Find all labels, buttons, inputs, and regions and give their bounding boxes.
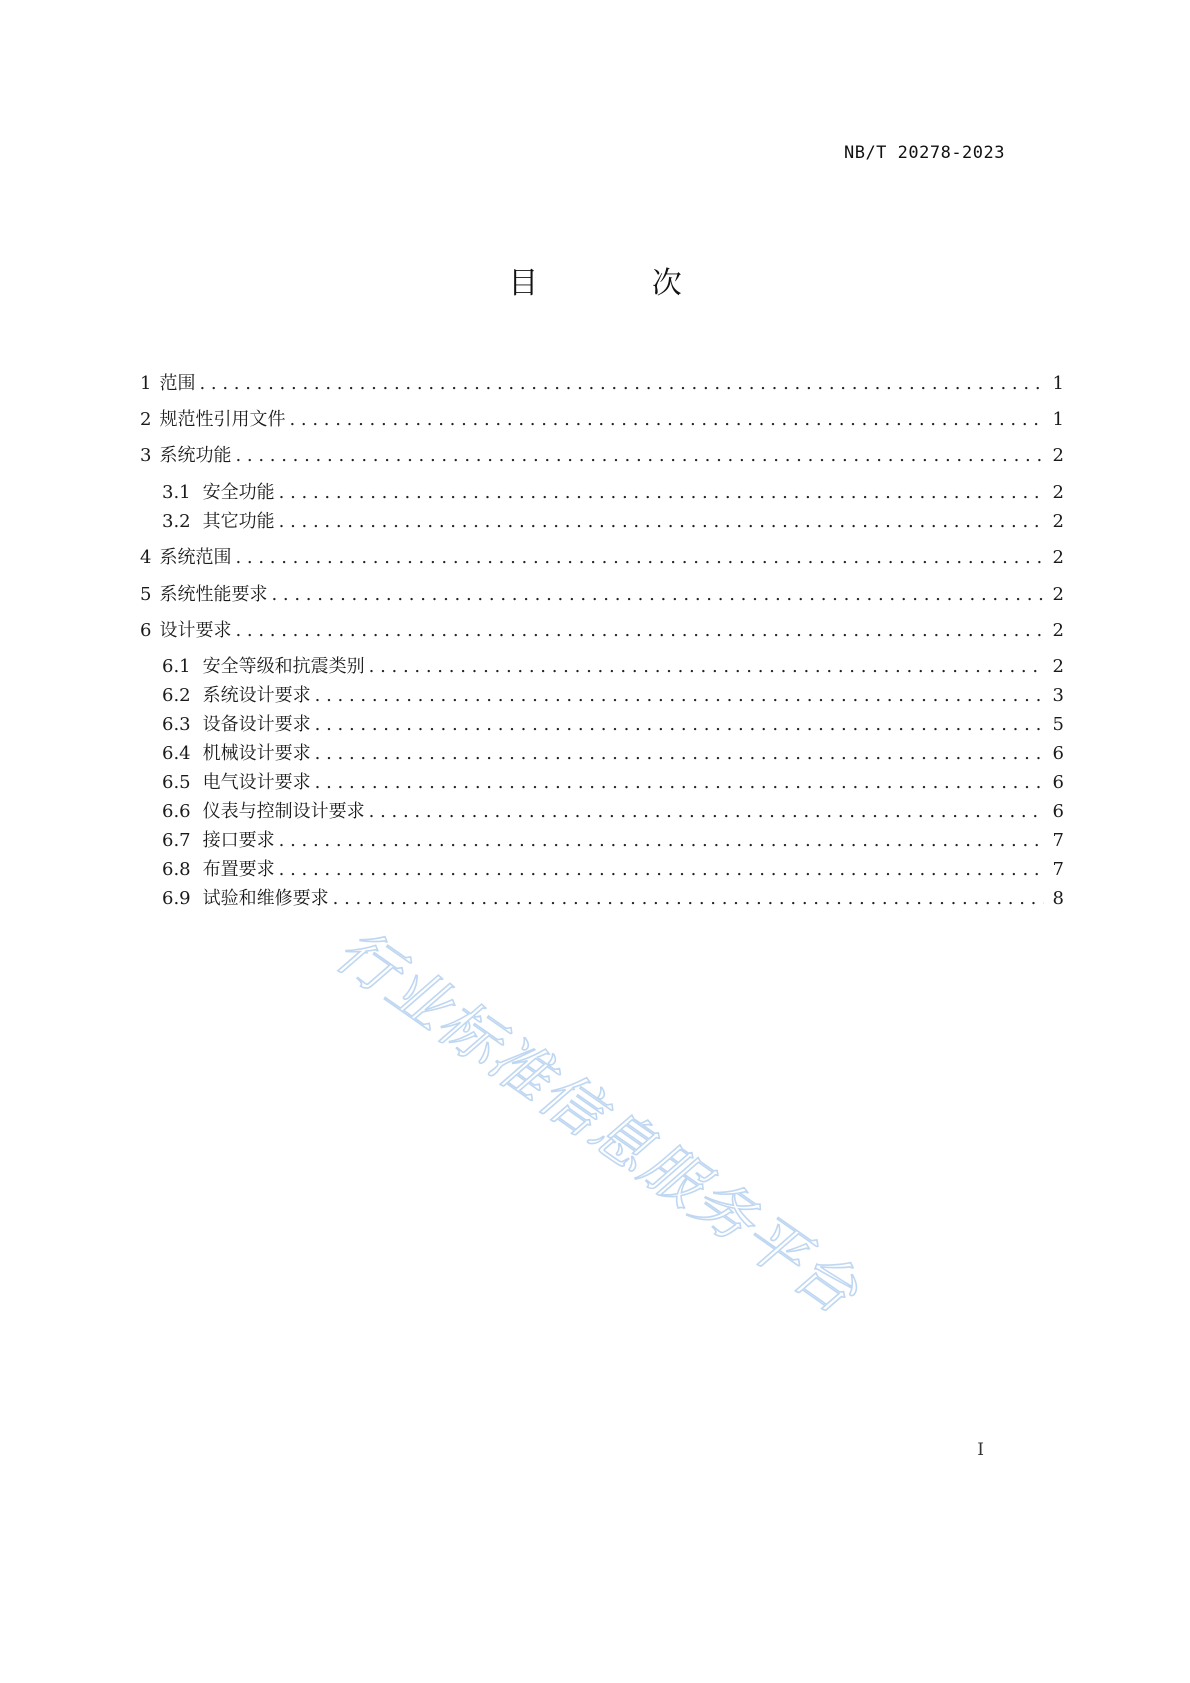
toc-entry-page: 8 <box>1052 888 1064 909</box>
toc-entry-title: 范围 <box>159 373 196 394</box>
toc-entry-title: 设备设计要求 <box>202 714 311 735</box>
toc-entry[interactable] <box>162 885 1064 913</box>
toc-entry-page: 2 <box>1052 445 1064 466</box>
toc-entry[interactable] <box>162 653 1064 681</box>
toc-entry-page: 5 <box>1052 714 1064 735</box>
toc-entry-title: 安全等级和抗震类别 <box>202 656 365 677</box>
page-number: I <box>977 1440 984 1460</box>
toc-entry[interactable] <box>162 682 1064 710</box>
toc-entry[interactable] <box>162 711 1064 739</box>
toc-entry[interactable] <box>162 508 1064 536</box>
toc-entry-number: 3.2 <box>162 511 191 532</box>
toc-entry-number: 6.2 <box>162 685 191 706</box>
toc-entry[interactable] <box>162 856 1064 884</box>
toc-entry-number: 6.4 <box>162 743 191 764</box>
toc-dot-leader <box>289 406 1044 434</box>
toc-entry-page: 7 <box>1052 859 1064 880</box>
toc-entry-title: 系统范围 <box>159 547 232 568</box>
toc-entry-page: 2 <box>1052 620 1064 641</box>
toc-entry[interactable] <box>140 406 1064 434</box>
toc-entry[interactable] <box>162 769 1064 797</box>
toc-entry-number: 6.9 <box>162 888 191 909</box>
toc-entry[interactable] <box>140 581 1064 609</box>
toc-entry[interactable] <box>140 370 1064 398</box>
toc-dot-leader <box>333 885 1044 913</box>
toc-entry-title: 电气设计要求 <box>202 772 311 793</box>
toc-dot-leader <box>235 617 1044 645</box>
toc-dot-leader <box>235 442 1044 470</box>
toc-entry-number: 1 <box>140 373 152 394</box>
toc-entry[interactable] <box>162 479 1064 507</box>
toc-entry-number: 3 <box>140 445 152 466</box>
toc-entry-page: 7 <box>1052 830 1064 851</box>
toc-entry-title: 仪表与控制设计要求 <box>202 801 365 822</box>
toc-entry-number: 6.3 <box>162 714 191 735</box>
toc-entry-title: 其它功能 <box>202 511 275 532</box>
toc-entry-title: 系统性能要求 <box>159 584 268 605</box>
toc-entry-number: 6.6 <box>162 801 191 822</box>
toc-entry-number: 3.1 <box>162 482 191 503</box>
toc-dot-leader <box>315 682 1044 710</box>
toc-dot-leader <box>315 740 1044 768</box>
toc-entry-number: 6.8 <box>162 859 191 880</box>
toc-entry[interactable] <box>162 740 1064 768</box>
toc-dot-leader <box>279 508 1044 536</box>
toc-entry[interactable] <box>140 617 1064 645</box>
toc-entry-title: 设计要求 <box>159 620 232 641</box>
watermark-text: 行业标准信息服务平台 <box>323 915 872 1329</box>
toc-entry-title: 系统设计要求 <box>202 685 311 706</box>
toc-entry-page: 1 <box>1052 409 1064 430</box>
standard-number: NB/T 20278-2023 <box>843 143 1005 163</box>
toc-entry-title: 系统功能 <box>159 445 232 466</box>
toc-entry-page: 6 <box>1052 743 1064 764</box>
toc-dot-leader <box>279 479 1044 507</box>
toc-dot-leader <box>279 856 1044 884</box>
toc-entry[interactable] <box>140 442 1064 470</box>
toc-entry-page: 2 <box>1052 656 1064 677</box>
toc-entry-title: 试验和维修要求 <box>202 888 329 909</box>
toc-entry-title: 机械设计要求 <box>202 743 311 764</box>
toc-entry-page: 3 <box>1052 685 1064 706</box>
toc-entry-page: 1 <box>1052 373 1064 394</box>
toc-entry[interactable] <box>140 544 1064 572</box>
toc-entry-page: 2 <box>1052 584 1064 605</box>
toc-entry-number: 2 <box>140 409 152 430</box>
toc-entry[interactable] <box>162 798 1064 826</box>
toc-entry-title: 接口要求 <box>202 830 275 851</box>
toc-dot-leader <box>315 711 1044 739</box>
toc-entry-page: 2 <box>1052 547 1064 568</box>
toc-entry-page: 6 <box>1052 801 1064 822</box>
toc-entry-page: 2 <box>1052 511 1064 532</box>
toc-entry-page: 6 <box>1052 772 1064 793</box>
toc-entry-number: 5 <box>140 584 152 605</box>
toc-dot-leader <box>369 798 1044 826</box>
toc-dot-leader <box>279 827 1044 855</box>
toc-entry-page: 2 <box>1052 482 1064 503</box>
toc-dot-leader <box>369 653 1044 681</box>
toc-dot-leader <box>199 370 1044 398</box>
toc-entry-number: 6.5 <box>162 772 191 793</box>
toc-entry-title: 布置要求 <box>202 859 275 880</box>
toc-entry-number: 6 <box>140 620 152 641</box>
page-title: 目 次 <box>508 266 734 301</box>
toc-entry-title: 安全功能 <box>202 482 275 503</box>
toc-entry-number: 4 <box>140 547 152 568</box>
toc-entry-number: 6.7 <box>162 830 191 851</box>
toc-entry-number: 6.1 <box>162 656 191 677</box>
toc-entry-title: 规范性引用文件 <box>159 409 286 430</box>
toc-dot-leader <box>271 581 1044 609</box>
toc-dot-leader <box>235 544 1044 572</box>
toc-dot-leader <box>315 769 1044 797</box>
toc-entry[interactable] <box>162 827 1064 855</box>
